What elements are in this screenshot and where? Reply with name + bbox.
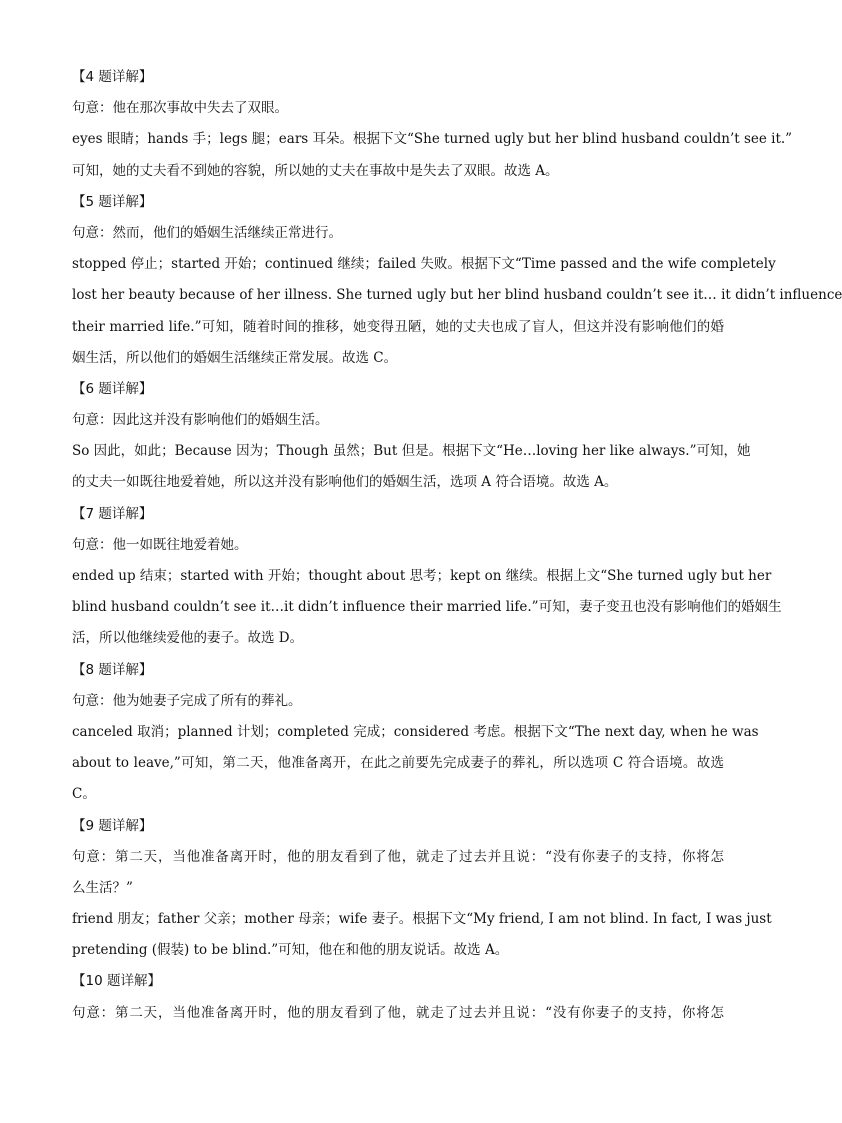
q9-explanation-line-1: friend 朋友；father 父亲；mother 母亲；wife 妻子。根据下文“My friend, I am not blind. In fact, I was just: [72, 911, 772, 928]
q4-heading: 【4 题详解】: [72, 69, 153, 85]
q9-heading: 【9 题详解】: [72, 817, 153, 834]
q6-heading: 【6 题详解】: [72, 380, 153, 397]
q4-explanation-line-1: eyes 眼睛；hands 手；legs 腿；ears 耳朵。根据下文“She turned ugly but her blind husband couldn’t see it.”: [72, 131, 793, 148]
q7-translation: 句意：他一如既往地爱着她。: [72, 536, 248, 553]
q5-explanation-line-3: their married life.”可知，随着时间的推移，她变得丑陋，她的丈夫也成了盲人，但这并没有影响他们的婚: [72, 318, 724, 335]
q5-translation: 句意：然而，他们的婚姻生活继续正常进行。: [72, 224, 342, 241]
q7-explanation-line-1: ended up 结束；started with 开始；thought about 思考；kept on 继续。根据上文“She turned ugly but her: [72, 568, 772, 584]
q8-translation: 句意：他为她妻子完成了所有的葬礼。: [72, 692, 302, 709]
q9-translation-line-1: 句意：第二天，当他准备离开时，他的朋友看到了他，就走了过去并且说：“没有你妻子的支持，你将怎: [72, 848, 724, 865]
q10-heading: 【10 题详解】: [72, 973, 161, 990]
q6-explanation-line-1: So 因此，如此；Because 因为；Though 虽然；But 但是。根据下文“He…loving her like always.”可知，她: [72, 443, 751, 460]
q8-explanation-line-3: C。: [72, 786, 96, 803]
q5-heading: 【5 题详解】: [72, 193, 153, 210]
q4-explanation-line-2: 可知，她的丈夫看不到她的容貌，所以她的丈夫在事故中是失去了双眼。故选 A。: [72, 162, 559, 179]
q6-translation: 句意：因此这并没有影响他们的婚姻生活。: [72, 412, 329, 429]
q8-explanation-line-1: canceled 取消；planned 计划；completed 完成；considered 考虑。根据下文“The next day, when he was: [72, 723, 759, 740]
q9-explanation-line-2: pretending (假装) to be blind.”可知，他在和他的朋友说话。故选 A。: [72, 942, 509, 959]
document-page: [72, 62, 842, 1029]
q8-heading: 【8 题详解】: [72, 661, 153, 678]
q9-translation-line-2: 么生活？”: [72, 879, 133, 896]
q8-explanation-line-2: about to leave,”可知，第二天，他准备离开，在此之前要先完成妻子的葬礼，所以选项 C 符合语境。故选: [72, 755, 724, 772]
q7-explanation-line-2: blind husband couldn’t see it…it didn’t influence their married life.”可知，妻子变丑也没有影响他们的婚姻生: [72, 599, 782, 616]
q6-explanation-line-2: 的丈夫一如既往地爱着她，所以这并没有影响他们的婚姻生活，选项 A 符合语境。故选 A。: [72, 474, 618, 491]
q5-explanation-line-1: stopped 停止；started 开始；continued 继续；failed 失败。根据下文“Time passed and the wife completely: [72, 256, 776, 273]
q7-explanation-line-3: 活，所以他继续爱他的妻子。故选 D。: [72, 630, 304, 647]
q5-explanation-line-4: 姻生活，所以他们的婚姻生活继续正常发展。故选 C。: [72, 349, 398, 366]
q7-heading: 【7 题详解】: [72, 505, 153, 522]
q10-translation-line-1: 句意：第二天，当他准备离开时，他的朋友看到了他，就走了过去并且说：“没有你妻子的支持，你将怎: [72, 1004, 724, 1021]
q4-translation: 句意：他在那次事故中失去了双眼。: [72, 100, 288, 117]
q5-explanation-line-2: lost her beauty because of her illness. She turned ugly but her blind husband couldn’t see it… it didn’t influence: [72, 287, 842, 304]
